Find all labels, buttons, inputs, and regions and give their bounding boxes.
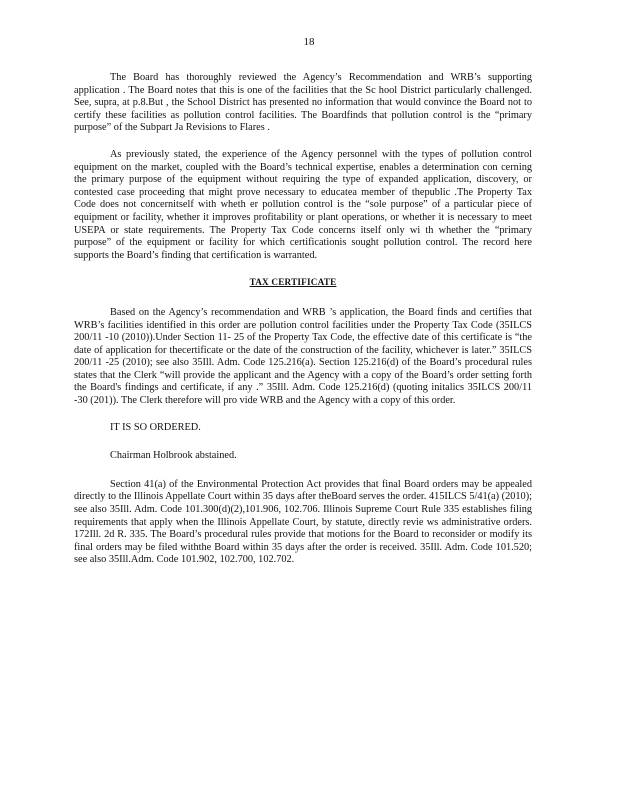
ordered-statement: IT IS SO ORDERED. <box>110 421 201 433</box>
section-heading-text: TAX CERTIFICATE <box>249 277 337 288</box>
paragraph-appeal-rights: Section 41(a) of the Environmental Protection Act provides that final Board orders may be appealed directly to the Illinois Appellate Court within 35 days after theBoard serves the order. 415ILCS 5/41(a) (2010); see also 35Ill. Adm. Code 101.300(d)(2),101.906, 102.706. Illinois Supreme Court Rule 335 establishes filing requirements that apply when the Illinois Appellate Court, by statute, directly revie ws administrative orders. 172Ill. 2d R. 335. The Board’s procedural rules provide that motions for the Board to reconsider or modify its final orders may be filed withthe Board within 35 days after the order is received. 35Ill. Adm. Code 101.520; see also 35Ill.Adm. Code 101.902, 102.700, 102.702. <box>74 478 532 566</box>
page-number: 18 <box>303 36 315 48</box>
paragraph-tax-certificate: Based on the Agency’s recommendation and WRB ’s application, the Board finds and certifies that WRB’s facilities identified in this order are pollution control facilities under the Property Tax Code (35ILCS 200/11 -10 (2010)).Under Section 11- 25 of the Property Tax Code, the effective date of this certificate is “the date of application for thecertificate or the date of the construction of the facility, whichever is later.” 35ILCS 200/11 -25 (2010); see also 35Ill. Adm. Code 125.216(a). Section 125.216(d) of the Board’s procedural rules states that the Clerk “will provide the applicant and the Agency with a copy of the Board’s order setting forth the Board's findings and certificate, if any .” 35Ill. Adm. Code 125.216(d) (quoting initalics 35ILCS 200/11 -30 (201)). The Clerk therefore will pro vide WRB and the Agency with a copy of this order. <box>74 306 532 407</box>
section-heading <box>74 276 532 289</box>
paragraph-recommendation-review: The Board has thoroughly reviewed the Agency’s Recommendation and WRB’s supporting application . The Board notes that this is one of the facilities that the Sc hool District particularly challenged. See, supra, at p.8.But , the School District has presented no information that would convince the Board not to certify these facilities as pollution control facilities. The Boardfinds that pollution control is the “primary purpose” of the Subpart Ja Revisions to Flares . <box>74 72 532 134</box>
paragraph-primary-purpose: As previously stated, the experience of the Agency personnel with the types of pollution control equipment on the market, coupled with the Board’s technical expertise, enables a determination con cerning the primary purpose of the equipment without requiring the type of expanded application, discovery, or contested case proceeding that might prove necessary to educatea member of thepublic .The Property Tax Code does not concernitself with wheth er pollution control is the “sole purpose” of a particular piece of equipment or facility, whether it improves profitability or plant operations, or whether it is necessary to meet USEPA or state requirements. The Property Tax Code concerns itself only wi th whether the “primary purpose” of the equipment or facility for which certificationis sought pollution control. The record here supports the Board’s finding that certification is warranted. <box>74 148 532 261</box>
abstention-note: Chairman Holbrook abstained. <box>110 450 237 462</box>
document-body <box>74 72 532 581</box>
